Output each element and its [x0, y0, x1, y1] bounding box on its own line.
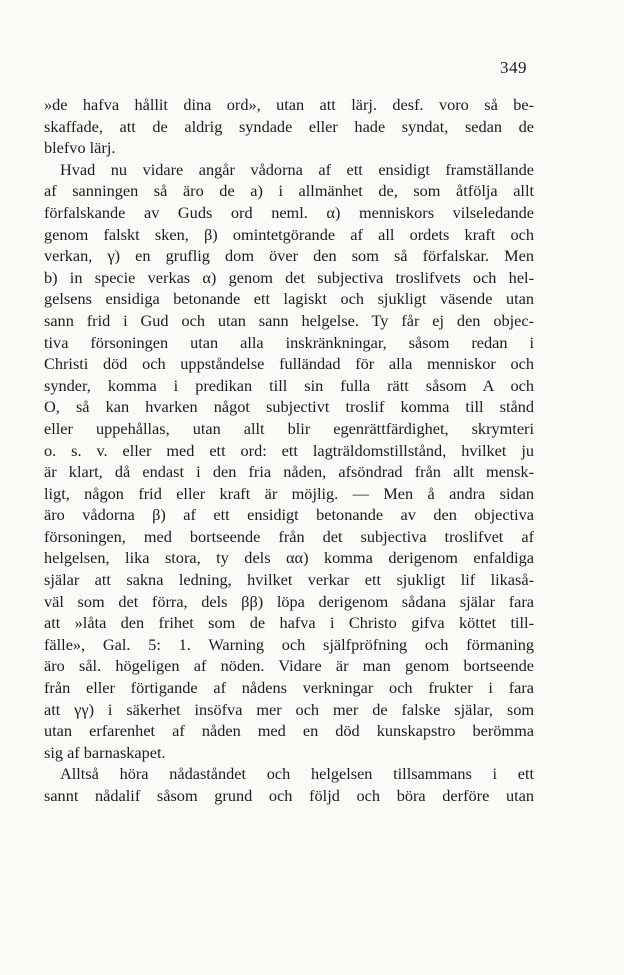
text-line: Christi död och uppståndelse fulländad för alla menniskor och	[44, 354, 534, 374]
text-line: o. s. v. eller med ett ord: ett lagträldomstillstånd, hvilket ju	[44, 440, 534, 460]
text-line: O, så kan hvarken något subjectivt troslif komma till stånd	[44, 397, 534, 417]
text-line: att γγ) i säkerhet insöfva mer och mer de falske själar, som	[44, 699, 534, 719]
text-line: själar att sakna ledning, hvilket verkar ett sjukligt lif likaså-	[44, 570, 534, 590]
text-line: sannt nådalif såsom grund och följd och böra derföre utan	[44, 786, 534, 805]
text-line: Hvad nu vidare angår vådorna af ett ensidigt framställande	[60, 159, 534, 179]
text-line: äro vådorna β) af ett ensidigt betonande av den objectiva	[44, 505, 534, 525]
text-line: b) in specie verkas α) genom det subjectiva troslifvets och hel-	[44, 267, 534, 287]
text-line: gelsens ensidiga betonande ett lagiskt och sjukligt väsende utan	[44, 289, 534, 309]
text-line: väl som det förra, dels ββ) löpa derigenom sådana själar fara	[44, 591, 534, 611]
text-line: tiva försoningen utan alla inskränkningar, såsom redan i	[44, 332, 534, 352]
text-line: fälle», Gal. 5: 1. Warning och själfpröfning och förmaning	[44, 634, 534, 654]
text-line: genom falskt sken, β) omintetgörande af all ordets kraft och	[44, 224, 534, 244]
text-line: helgelsen, lika stora, ty dels αα) komma derigenom enfaldiga	[44, 548, 534, 568]
text-line: är klart, då endast i den fria nåden, afsöndrad från allt mensk-	[44, 462, 534, 482]
text-line: Alltså höra nådaståndet och helgelsen tillsammans i ett	[60, 764, 534, 784]
page-number: 349	[500, 58, 527, 77]
text-line: af sanningen så äro de a) i allmänhet de, som åtfölja allt	[44, 181, 534, 201]
text-line: förfalskande av Guds ord neml. α) menniskors vilseledande	[44, 202, 534, 222]
text-line: skaffade, att de aldrig syndade eller hade syndat, sedan de	[44, 116, 534, 136]
text-line: försoningen, med bortseende från det subjectiva troslifvet af	[44, 526, 534, 546]
text-line: synder, komma i predikan till sin fulla rätt såsom A och	[44, 375, 534, 395]
body-text	[44, 94, 534, 807]
text-line: från eller förtigande af nådens verkningar och frukter i fara	[44, 678, 534, 698]
text-line: »de hafva hållit dina ord», utan att lärj. desf. voro så be-	[44, 95, 534, 114]
text-line: utan erfarenhet af nåden med en död kunskapstro berömma	[44, 721, 534, 741]
text-line: äro sål. högeligen af nöden. Vidare är man genom bortseende	[44, 656, 534, 676]
text-line: ligt, någon frid eller kraft är möjlig. — Men å andra sidan	[44, 483, 534, 503]
text-line: sann frid i Gud och utan sann helgelse. Ty får ej den objec-	[44, 310, 534, 330]
text-line: blefvo lärj.	[44, 138, 116, 158]
text-line: eller uppehållas, utan allt blir egenrättfärdighet, skrymteri	[44, 418, 534, 438]
text-line: verkan, γ) en gruflig dom över den som så förfalskar. Men	[44, 246, 534, 266]
text-line: att »låta den frihet som de hafva i Christo gifva köttet till-	[44, 613, 534, 633]
text-line: sig af barnaskapet.	[44, 742, 166, 762]
